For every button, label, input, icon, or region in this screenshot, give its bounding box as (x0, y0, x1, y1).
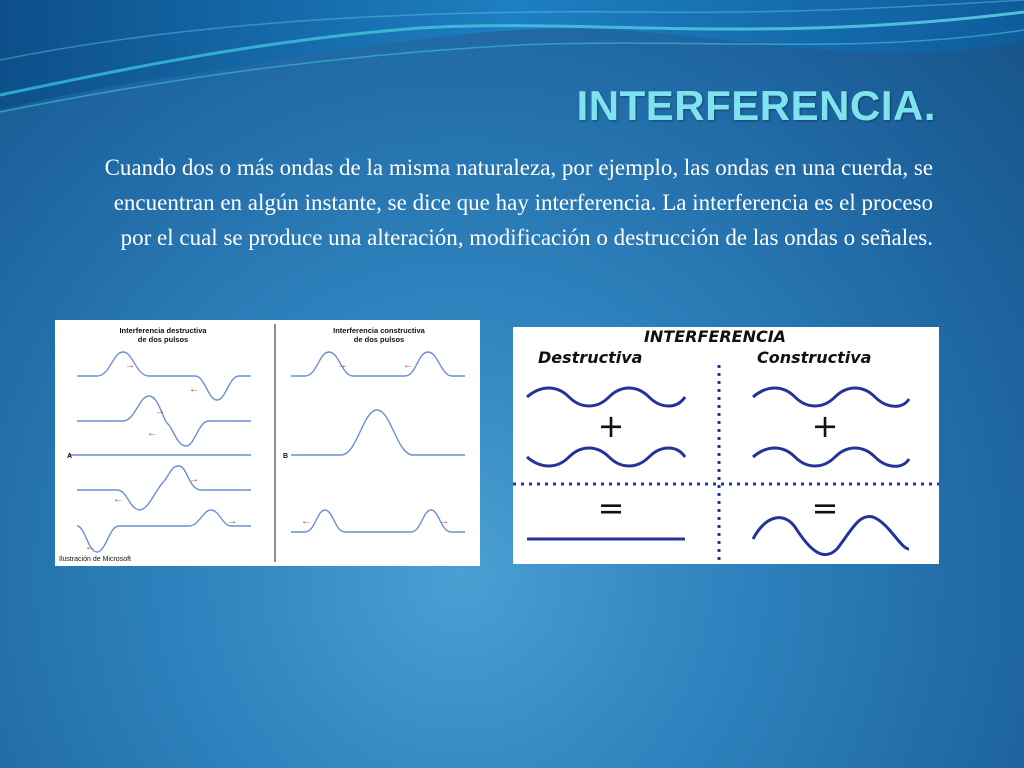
constructive-wave-bottom (753, 448, 909, 466)
slide-title: INTERFERENCIA. (576, 82, 936, 129)
sine-interference-figure (513, 327, 939, 564)
label-b: B (283, 453, 289, 460)
arrow-right-icon: → (227, 516, 237, 527)
destructive-wave-bottom (527, 448, 685, 466)
destructive-row-2-wave (77, 396, 251, 446)
arrow-right-icon: → (337, 360, 347, 371)
arrow-left-icon: ← (147, 428, 157, 439)
equals-sign-left: = (597, 489, 625, 527)
equals-sign-right: = (811, 489, 839, 527)
constructive-wave-top (753, 388, 909, 406)
constructive-title-line1: Interferencia constructiva (333, 326, 425, 335)
constructive-title-line2: de dos pulsos (353, 335, 405, 344)
destructive-wave-top (527, 388, 685, 406)
destructive-title-line2: de dos pulsos (137, 335, 189, 344)
destructive-row-5-wave (77, 510, 251, 552)
arrow-right-icon: → (155, 406, 165, 417)
arrow-left-icon: ← (189, 384, 199, 395)
pulse-interference-figure (55, 320, 480, 566)
constructive-row-1-wave (291, 352, 465, 376)
arrow-right-icon: → (439, 516, 449, 527)
arrow-left-icon: ← (403, 360, 413, 371)
interference-title: INTERFERENCIA (643, 327, 787, 346)
constructive-label: Constructiva (757, 348, 872, 367)
constructive-row-2-wave (291, 410, 465, 455)
destructive-row-4-wave (77, 466, 251, 510)
arrow-left-icon: ← (301, 516, 311, 527)
plus-sign-right: + (811, 407, 839, 445)
plus-sign-left: + (597, 407, 625, 445)
slide-body-text: Cuando dos o más ondas de la misma naturaleza, por ejemplo, las ondas en una cuerda, se encuentran en algún instante, se dice que hay interferencia. La interferencia es el proceso por el cual se produce una alteración, modificación o destrucción de las ondas o señales. (104, 155, 933, 250)
label-a: A (67, 453, 73, 460)
destructive-row-1-wave (77, 352, 251, 400)
destructive-label: Destructiva (538, 348, 643, 367)
figure-credit: Ilustración de Microsoft (59, 556, 131, 563)
destructive-title-line1: Interferencia destructiva (119, 326, 207, 335)
arrow-left-icon: ← (85, 542, 95, 553)
arrow-left-icon: ← (113, 494, 123, 505)
arrow-right-icon: → (189, 474, 199, 485)
arrow-right-icon: → (125, 360, 135, 371)
